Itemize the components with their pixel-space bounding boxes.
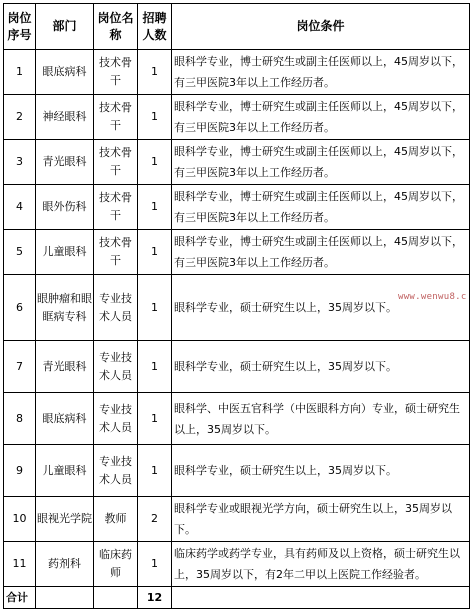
row-seq: 1 (4, 50, 36, 95)
row-dept: 眼肿瘤和眼眶病专科 (36, 275, 94, 341)
header-seq: 岗位序号 (4, 4, 36, 50)
row-count: 1 (138, 393, 172, 445)
header-count: 招聘人数 (138, 4, 172, 50)
row-count: 2 (138, 497, 172, 542)
row-position: 技术骨干 (94, 140, 138, 185)
row-seq: 4 (4, 185, 36, 230)
row-count: 1 (138, 275, 172, 341)
table-row (4, 230, 470, 275)
row-position: 专业技术人员 (94, 341, 138, 393)
row-position: 专业技术人员 (94, 393, 138, 445)
total-count: 12 (138, 587, 172, 609)
table-row (4, 95, 470, 140)
watermark-text: www.wenwu8.c (398, 292, 467, 302)
row-seq: 10 (4, 497, 36, 542)
row-count: 1 (138, 140, 172, 185)
row-dept: 神经眼科 (36, 95, 94, 140)
header-dept: 部门 (36, 4, 94, 50)
total-row (4, 587, 470, 609)
row-conditions: 眼科学专业，博士研究生或副主任医师以上，45周岁以下，有三甲医院3年以上工作经历者。 (172, 185, 470, 230)
total-empty-dept (36, 587, 94, 609)
row-conditions: 眼科学专业，硕士研究生以上，35周岁以下。 (172, 445, 470, 497)
row-count: 1 (138, 230, 172, 275)
row-position: 技术骨干 (94, 95, 138, 140)
total-label: 合计 (4, 587, 36, 609)
row-count: 1 (138, 185, 172, 230)
row-position: 临床药师 (94, 542, 138, 587)
row-conditions: 眼科学专业，博士研究生或副主任医师以上，45周岁以下，有三甲医院3年以上工作经历者。 (172, 95, 470, 140)
table-row (4, 542, 470, 587)
row-dept: 眼底病科 (36, 50, 94, 95)
row-seq: 3 (4, 140, 36, 185)
table-row (4, 497, 470, 542)
row-count: 1 (138, 542, 172, 587)
row-position: 教师 (94, 497, 138, 542)
row-seq: 9 (4, 445, 36, 497)
header-position: 岗位名称 (94, 4, 138, 50)
table-row (4, 393, 470, 445)
table-row (4, 341, 470, 393)
table-row (4, 445, 470, 497)
table-row (4, 50, 470, 95)
row-conditions: 眼科学、中医五官科学（中医眼科方向）专业，硕士研究生以上，35周岁以下。 (172, 393, 470, 445)
row-dept: 眼视光学院 (36, 497, 94, 542)
header-conditions: 岗位条件 (172, 4, 470, 50)
row-dept: 药剂科 (36, 542, 94, 587)
row-conditions: 眼科学专业，硕士研究生以上，35周岁以下。 (172, 341, 470, 393)
row-conditions: 眼科学专业，博士研究生或副主任医师以上，45周岁以下，有三甲医院3年以上工作经历者。 (172, 50, 470, 95)
recruitment-table (3, 3, 470, 609)
row-conditions: 临床药学或药学专业，具有药师及以上资格，硕士研究生以上，35周岁以下，有2年二甲以上医院工作经验者。 (172, 542, 470, 587)
row-count: 1 (138, 341, 172, 393)
total-empty-position (94, 587, 138, 609)
row-seq: 6 (4, 275, 36, 341)
row-count: 1 (138, 50, 172, 95)
row-position: 专业技术人员 (94, 445, 138, 497)
row-conditions: 眼科学专业，博士研究生或副主任医师以上，45周岁以下，有三甲医院3年以上工作经历者。 (172, 230, 470, 275)
row-position: 技术骨干 (94, 230, 138, 275)
row-conditions: 眼科学专业或眼视光学方向，硕士研究生以上，35周岁以下。 (172, 497, 470, 542)
row-count: 1 (138, 95, 172, 140)
table-row (4, 185, 470, 230)
row-seq: 8 (4, 393, 36, 445)
row-dept: 青光眼科 (36, 140, 94, 185)
row-seq: 7 (4, 341, 36, 393)
row-dept: 儿童眼科 (36, 230, 94, 275)
row-seq: 5 (4, 230, 36, 275)
row-dept: 青光眼科 (36, 341, 94, 393)
row-dept: 眼外伤科 (36, 185, 94, 230)
header-row (4, 4, 470, 50)
row-dept: 儿童眼科 (36, 445, 94, 497)
row-position: 技术骨干 (94, 50, 138, 95)
row-dept: 眼底病科 (36, 393, 94, 445)
table-row (4, 140, 470, 185)
row-conditions: 眼科学专业，硕士研究生以上，35周岁以下。 (172, 275, 470, 341)
row-count: 1 (138, 445, 172, 497)
row-seq: 2 (4, 95, 36, 140)
table-row (4, 275, 470, 341)
row-position: 技术骨干 (94, 185, 138, 230)
row-seq: 11 (4, 542, 36, 587)
total-empty-conditions (172, 587, 470, 609)
row-conditions: 眼科学专业，博士研究生或副主任医师以上，45周岁以下，有三甲医院3年以上工作经历者。 (172, 140, 470, 185)
row-position: 专业技术人员 (94, 275, 138, 341)
